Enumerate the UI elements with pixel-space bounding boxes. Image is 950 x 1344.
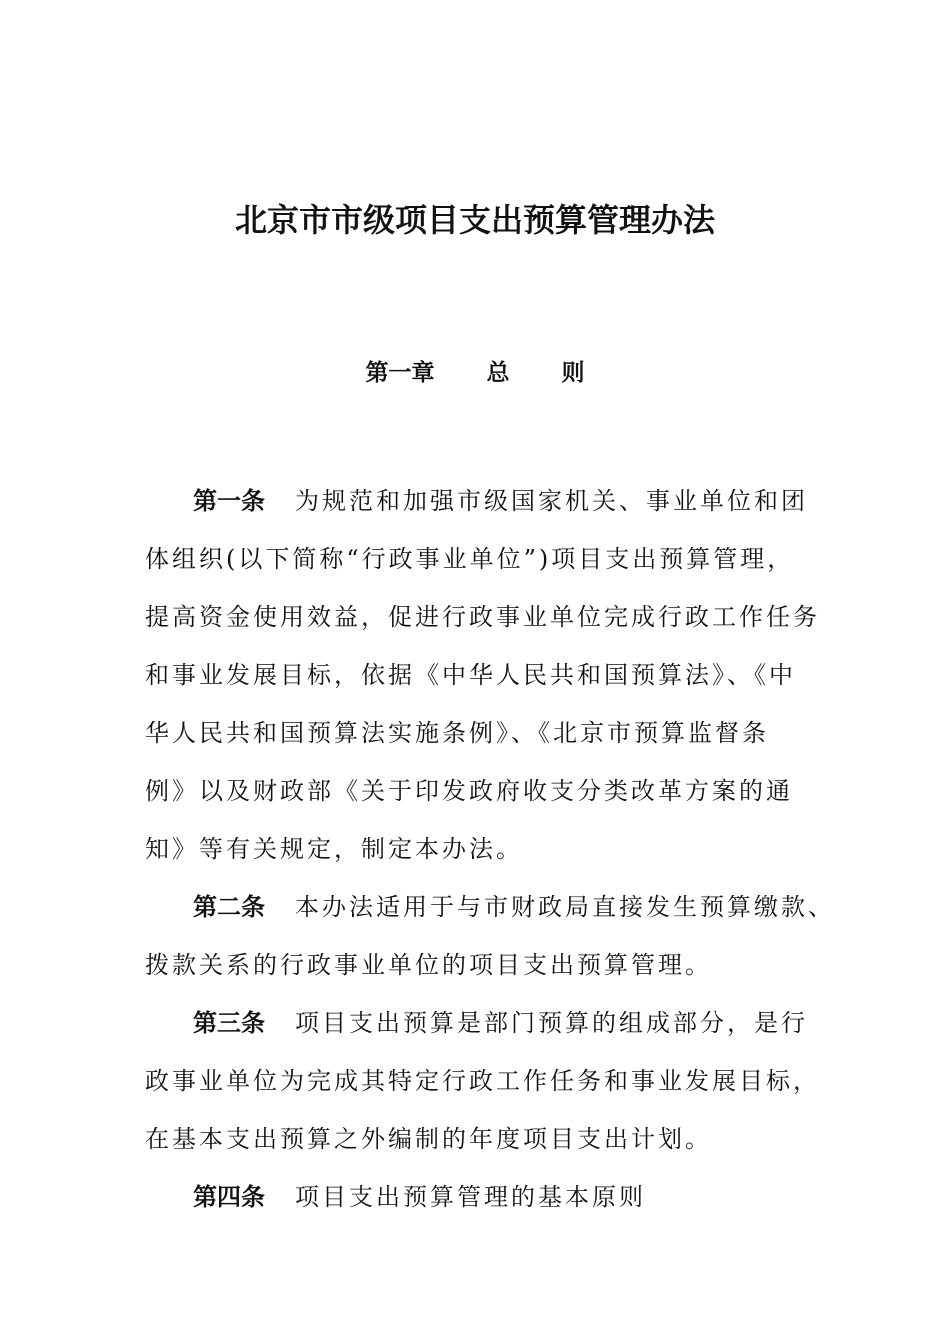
article-label: 第二条 (193, 893, 265, 921)
article-text: 项目支出预算是部门预算的组成部分，是行 (295, 1009, 808, 1037)
paragraph-line: 提高资金使用效益，促进行政事业单位完成行政工作任务 (145, 603, 820, 631)
paragraph-line (145, 878, 835, 936)
article-text: 本办法适用于与市财政局直接发生预算缴款、 (295, 893, 835, 921)
paragraph-line: 知》等有关规定，制定本办法。 (145, 835, 523, 863)
paragraph-line: 拨款关系的行政事业单位的项目支出预算管理。 (145, 951, 712, 979)
paragraph-line: 在基本支出预算之外编制的年度项目支出计划。 (145, 1125, 712, 1153)
article-1 (145, 472, 825, 878)
paragraph-line: 体组织(以下简称“行政事业单位”)项目支出预算管理， (145, 545, 795, 573)
paragraph-line: 政事业单位为完成其特定行政工作任务和事业发展目标， (145, 1067, 820, 1095)
document-title: 北京市市级项目支出预算管理办法 (234, 201, 715, 239)
article-text: 项目支出预算管理的基本原则 (295, 1183, 646, 1211)
article-label: 第四条 (193, 1183, 265, 1211)
chapter-name: 总 则 (486, 360, 607, 386)
paragraph-line: 和事业发展目标，依据《中华人民共和国预算法》、《中 (145, 661, 796, 689)
paragraph-line (145, 994, 825, 1052)
chapter-heading (0, 356, 950, 390)
article-3 (145, 994, 825, 1168)
paragraph-line: 华人民共和国预算法实施条例》、《北京市预算监督条 (145, 719, 769, 747)
paragraph-line: 例》以及财政部《关于印发政府收支分类改革方案的通 (145, 777, 793, 805)
article-label: 第三条 (193, 1009, 265, 1037)
paragraph-line (145, 472, 825, 530)
article-text: 为规范和加强市级国家机关、事业单位和团 (295, 487, 808, 515)
chapter-number: 第一章 (365, 360, 435, 386)
article-4 (145, 1168, 825, 1226)
paragraph-line (145, 1168, 825, 1226)
article-label: 第一条 (193, 487, 265, 515)
document-body (145, 472, 835, 1226)
article-2 (145, 878, 835, 994)
